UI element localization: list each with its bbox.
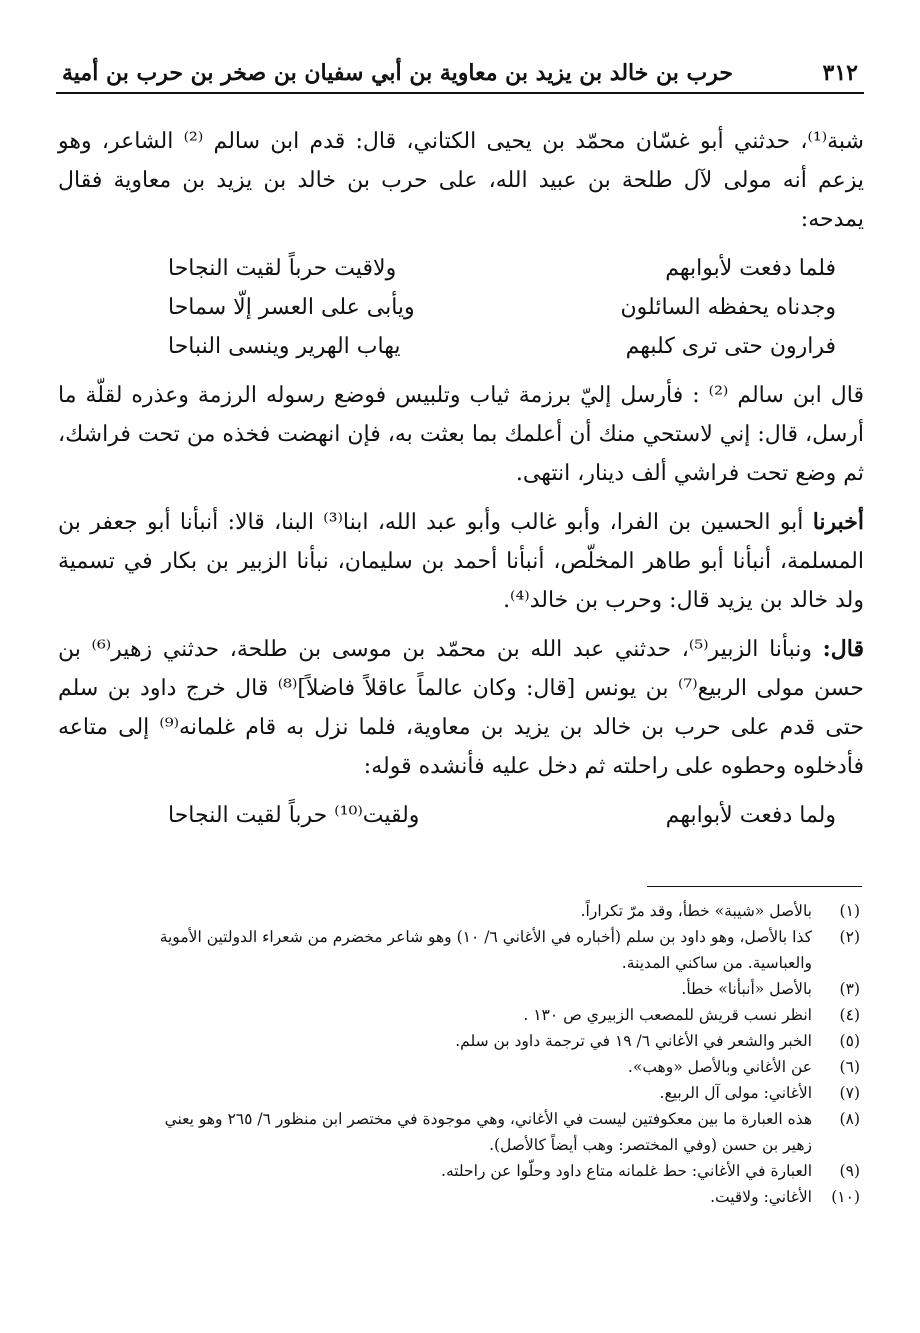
footnote-text: انظر نسب قريش للمصعب الزبيري ص ١٣٠ . [523, 1006, 812, 1024]
footnote [58, 1028, 860, 1054]
verse-second-hemistich: ولقيت⁽¹⁰⁾ حرباً لقيت النجاحا [168, 803, 420, 828]
footnote [58, 1106, 860, 1132]
poem-2 [58, 796, 864, 835]
paragraph-3-lead: أخبرنا [812, 509, 865, 535]
verse-first-hemistich: وجدناه يحفظه السائلون [620, 295, 836, 320]
footnote-rule [647, 886, 862, 887]
page-header [62, 56, 858, 90]
footnote-text: الأغاني: ولاقيت. [710, 1188, 812, 1206]
footnote-text: الأغاني: مولى آل الربيع. [659, 1084, 812, 1102]
header-rule [56, 92, 864, 94]
verse-first-hemistich: ولما دفعت لأبوابهم [665, 803, 836, 828]
footnote [58, 1184, 860, 1210]
footnote [58, 898, 860, 924]
verse-line [58, 796, 864, 835]
verse-line [58, 288, 864, 327]
paragraph-3-text: أبو الحسين بن الفرا، وأبو غالب وأبو عبد الله، ابنا⁽³⁾ البنا، قالا: أنبأنا أبو جعفر بن المسلمة، أنبأنا أبو طاهر المخلّص، أنبأنا أحمد بن سليمان، نبأنا الزبير بن بكار في تسمية ولد خالد بن يزيد قال: وحرب بن خالد⁽⁴⁾. [58, 510, 864, 613]
footnote [58, 1054, 860, 1080]
paragraph-4-text: ونبأنا الزبير⁽⁵⁾، حدثني عبد الله بن محمّد بن موسى بن طلحة، حدثني زهير⁽⁶⁾ بن حسن مولى الربيع⁽⁷⁾ بن يونس [قال: وكان عالماً عاقلاً فاضلاً]⁽⁸⁾ قال خرج داود بن سلم حتى قدم على حرب بن خالد بن يزيد بن معاوية، فلما نزل به قام غلمانه⁽⁹⁾ إلى متاعه فأدخلوه وحطوه على راحلته ثم دخل عليه فأنشده قوله: [58, 637, 865, 779]
paragraph-2: قال ابن سالم ⁽²⁾ : فأرسل إليّ برزمة ثياب وتلبيس فوضع رسوله الرزمة وعذره لقلّة ما أرسل، قال: إني لاستحي منك أن أعلمك بما بعثت به، فإن انهضت فخذه من تحت فراشك، ثم وضع تحت فراشي ألف دينار، انتهى. [58, 383, 864, 486]
footnote-number: (٣) [839, 980, 860, 998]
footnotes [58, 898, 860, 1210]
footnote-number: (٨) [839, 1110, 860, 1128]
footnote-number: (٦) [839, 1058, 860, 1076]
verse-second-hemistich: ولاقيت حرباً لقيت النجاحا [168, 256, 397, 281]
footnote [58, 924, 860, 950]
footnote-text: كذا بالأصل، وهو داود بن سلم (أخباره في الأغاني ٦/ ١٠) وهو شاعر مخضرم من شعراء الدولتين الأموية [159, 928, 812, 946]
paragraph-4 [58, 630, 864, 786]
page-number: ٣١٢ [822, 60, 858, 86]
footnote-number: (٧) [839, 1084, 860, 1102]
paragraph-4-lead: قال: [822, 636, 864, 662]
paragraph-1: شبة⁽¹⁾، حدثني أبو غسّان محمّد بن يحيى الكتاني، قال: قدم ابن سالم ⁽²⁾ الشاعر، وهو يزعم أنه مولى لآل طلحة بن عبيد الله، على حرب بن خالد بن يزيد بن معاوية فقال يمدحه: [58, 129, 864, 232]
verse-first-hemistich: فلما دفعت لأبوابهم [665, 256, 836, 281]
footnote-number: (٢) [839, 928, 860, 946]
footnote-text: الخبر والشعر في الأغاني ٦/ ١٩ في ترجمة داود بن سلم. [455, 1032, 812, 1050]
running-title: حرب بن خالد بن يزيد بن معاوية بن أبي سفيان بن صخر بن حرب بن أمية [62, 60, 733, 86]
footnote-number: (٥) [839, 1032, 860, 1050]
footnote-text: بالأصل «شيبة» خطأ، وقد مرّ تكراراً. [580, 902, 812, 920]
main-text [58, 122, 864, 845]
footnote [58, 1002, 860, 1028]
poem-1 [58, 249, 864, 366]
footnote-continuation: والعباسية. من ساكني المدينة. [621, 954, 812, 972]
footnote-continuation: زهير بن حسن (وفي المختصر: وهب أيضاً كالأصل). [489, 1136, 812, 1154]
verse-line [58, 327, 864, 366]
verse-second-hemistich: يهاب الهرير وينسى النباحا [168, 334, 401, 359]
footnote [58, 976, 860, 1002]
footnote-text: عن الأغاني وبالأصل «وهب». [627, 1058, 812, 1076]
footnote-number: (٤) [839, 1006, 860, 1024]
footnote-number: (١٠) [831, 1188, 860, 1206]
paragraph-3 [58, 503, 864, 620]
verse-second-hemistich: ويأبى على العسر إلّا سماحا [168, 295, 415, 320]
footnote-text: العبارة في الأغاني: حط غلمانه متاع داود وحلّوا عن راحلته. [441, 1162, 812, 1180]
verse-first-hemistich: فرارون حتى ترى كلبهم [625, 334, 836, 359]
verse-line [58, 249, 864, 288]
footnote [58, 1158, 860, 1184]
footnote-text: بالأصل «أنبأنا» خطأ. [681, 980, 812, 998]
footnote-number: (٩) [839, 1162, 860, 1180]
footnote [58, 1080, 860, 1106]
footnote-text: هذه العبارة ما بين معكوفتين ليست في الأغاني، وهي موجودة في مختصر ابن منظور ٦/ ٢٦٥ وهو يعني [164, 1110, 812, 1128]
footnote-number: (١) [839, 902, 860, 920]
